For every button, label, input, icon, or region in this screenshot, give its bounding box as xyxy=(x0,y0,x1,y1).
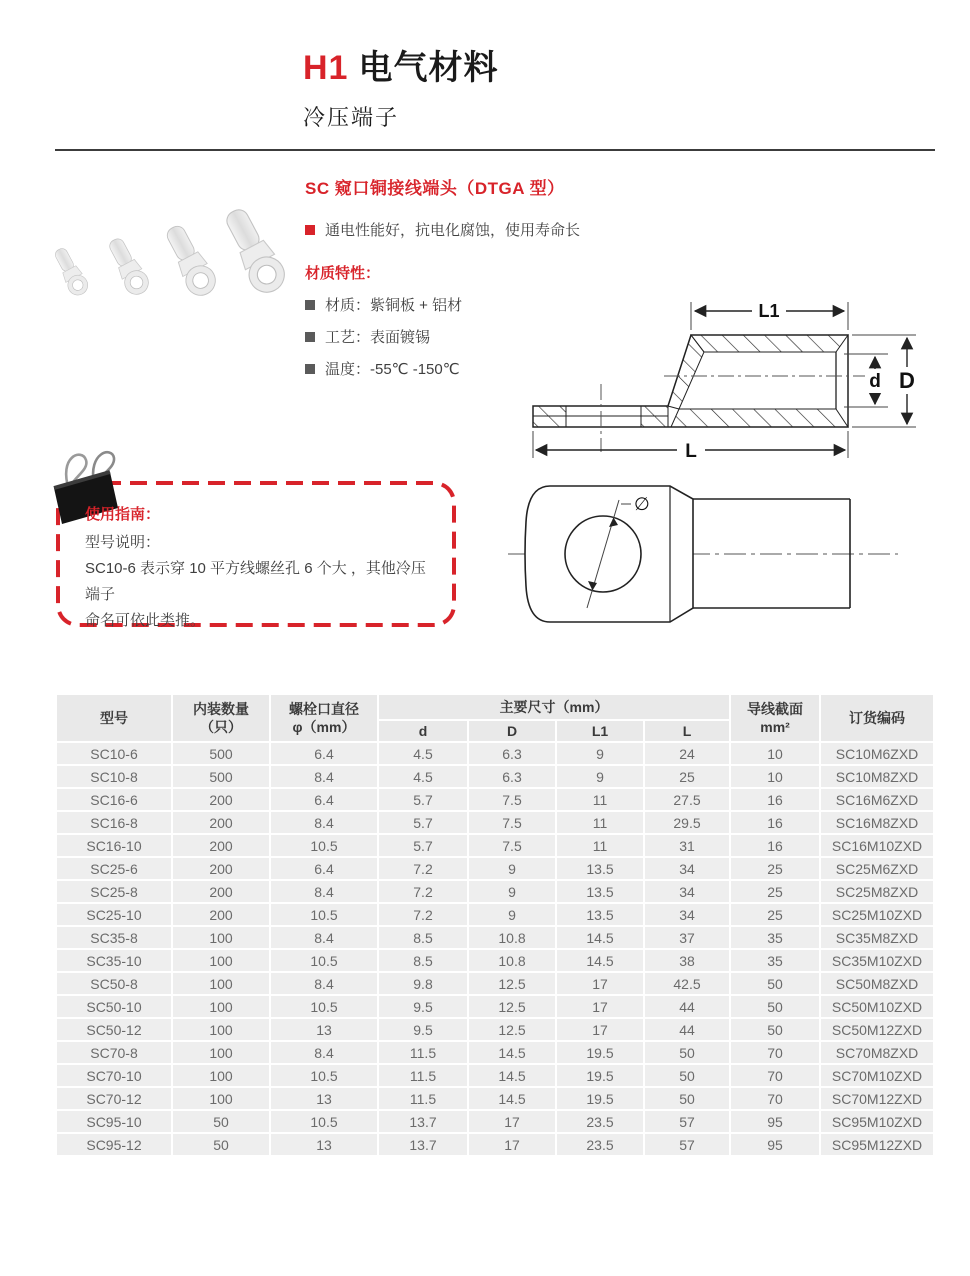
table-cell: 17 xyxy=(469,1134,555,1155)
model-explanation-line2: 命名可依此类推。 xyxy=(85,612,206,629)
table-cell: 4.5 xyxy=(379,766,467,787)
table-cell: SC16-10 xyxy=(57,835,171,856)
table-cell: 11.5 xyxy=(379,1065,467,1086)
table-cell: 200 xyxy=(173,904,269,925)
table-cell: 100 xyxy=(173,927,269,948)
table-row xyxy=(57,1042,933,1063)
table-cell: 25 xyxy=(731,858,819,879)
table-cell: 70 xyxy=(731,1088,819,1109)
table-row xyxy=(57,743,933,764)
col-header-bolt-dia: 螺栓口直径 φ（mm） xyxy=(271,695,377,741)
table-cell: SC50-8 xyxy=(57,973,171,994)
table-cell: 9.5 xyxy=(379,996,467,1017)
table-cell: 34 xyxy=(645,904,729,925)
table-cell: 5.7 xyxy=(379,835,467,856)
table-cell: SC16M10ZXD xyxy=(821,835,933,856)
category-code: H1 xyxy=(303,49,349,87)
table-cell: 10 xyxy=(731,766,819,787)
table-cell: 200 xyxy=(173,812,269,833)
table-cell: 57 xyxy=(645,1134,729,1155)
table-row xyxy=(57,927,933,948)
gray-square-bullet-icon xyxy=(305,300,315,310)
table-cell: 10.5 xyxy=(271,1065,377,1086)
table-row xyxy=(57,1111,933,1132)
category-title: 电气材料 xyxy=(358,49,499,87)
table-cell: 100 xyxy=(173,996,269,1017)
table-cell: 6.3 xyxy=(469,766,555,787)
table-row xyxy=(57,835,933,856)
product-photo xyxy=(32,182,290,310)
table-cell: 27.5 xyxy=(645,789,729,810)
table-cell: SC35-8 xyxy=(57,927,171,948)
table-cell: 7.5 xyxy=(469,789,555,810)
table-cell: 13 xyxy=(271,1019,377,1040)
table-row xyxy=(57,858,933,879)
table-cell: 9.5 xyxy=(379,1019,467,1040)
table-cell: 200 xyxy=(173,789,269,810)
terminal-large-icon xyxy=(160,221,221,301)
table-cell: SC50-12 xyxy=(57,1019,171,1040)
table-cell: 16 xyxy=(731,812,819,833)
table-cell: 11 xyxy=(557,789,643,810)
table-cell: 50 xyxy=(645,1088,729,1109)
col-header-order-code: 订货编码 xyxy=(821,695,933,741)
terminal-small-icon xyxy=(50,245,91,299)
table-cell: SC25M10ZXD xyxy=(821,904,933,925)
table-cell: 14.5 xyxy=(557,927,643,948)
table-cell: 100 xyxy=(173,1042,269,1063)
table-cell: 7.5 xyxy=(469,812,555,833)
table-cell: SC16-6 xyxy=(57,789,171,810)
table-cell: 17 xyxy=(557,1019,643,1040)
table-cell: SC35M8ZXD xyxy=(821,927,933,948)
spec-table xyxy=(55,693,935,1157)
table-row xyxy=(57,1065,933,1086)
table-cell: 8.4 xyxy=(271,927,377,948)
table-cell: 34 xyxy=(645,881,729,902)
dim-label-L: L xyxy=(685,441,697,462)
table-cell: SC10-8 xyxy=(57,766,171,787)
table-cell: 200 xyxy=(173,881,269,902)
table-cell: SC50M10ZXD xyxy=(821,996,933,1017)
table-cell: 100 xyxy=(173,1019,269,1040)
table-row xyxy=(57,1019,933,1040)
table-cell: 10.5 xyxy=(271,835,377,856)
table-cell: 10.8 xyxy=(469,927,555,948)
table-cell: SC50-10 xyxy=(57,996,171,1017)
table-cell: 10.5 xyxy=(271,1111,377,1132)
table-cell: 44 xyxy=(645,996,729,1017)
model-explanation-heading: 型号说明： xyxy=(85,534,161,551)
table-cell: 7.2 xyxy=(379,881,467,902)
table-cell: SC70-12 xyxy=(57,1088,171,1109)
table-cell: 100 xyxy=(173,950,269,971)
table-cell: 6.4 xyxy=(271,858,377,879)
table-cell: SC70-10 xyxy=(57,1065,171,1086)
table-cell: SC95-10 xyxy=(57,1111,171,1132)
table-cell: 95 xyxy=(731,1111,819,1132)
side-section-diagram xyxy=(526,288,938,468)
table-cell: SC25M8ZXD xyxy=(821,881,933,902)
table-cell: 19.5 xyxy=(557,1042,643,1063)
col-header-model: 型号 xyxy=(57,695,171,741)
page-subtitle: 冷压端子 xyxy=(303,105,400,130)
usage-guide-content xyxy=(85,502,435,634)
table-cell: SC10M6ZXD xyxy=(821,743,933,764)
table-cell: 19.5 xyxy=(557,1065,643,1086)
table-cell: 9.8 xyxy=(379,973,467,994)
table-cell: 50 xyxy=(173,1111,269,1132)
table-cell: 70 xyxy=(731,1042,819,1063)
table-cell: SC70-8 xyxy=(57,1042,171,1063)
table-cell: 10.5 xyxy=(271,996,377,1017)
table-cell: SC95M12ZXD xyxy=(821,1134,933,1155)
table-row xyxy=(57,812,933,833)
table-cell: 29.5 xyxy=(645,812,729,833)
table-cell: 6.3 xyxy=(469,743,555,764)
table-cell: SC95M10ZXD xyxy=(821,1111,933,1132)
table-row xyxy=(57,973,933,994)
table-cell: 17 xyxy=(557,996,643,1017)
feature-text: 通电性能好，抗电化腐蚀，使用寿命长 xyxy=(325,222,581,239)
table-cell: SC50M8ZXD xyxy=(821,973,933,994)
dim-label-phi: ∅ xyxy=(634,494,650,514)
table-cell: 35 xyxy=(731,950,819,971)
table-cell: SC35M10ZXD xyxy=(821,950,933,971)
col-header-main-dims: 主要尺寸（mm） xyxy=(379,695,729,719)
table-cell: 13.7 xyxy=(379,1111,467,1132)
table-cell: 500 xyxy=(173,766,269,787)
table-cell: 14.5 xyxy=(469,1088,555,1109)
spec-text: 工艺：表面镀锡 xyxy=(325,329,431,346)
table-cell: SC25M6ZXD xyxy=(821,858,933,879)
table-cell: SC95-12 xyxy=(57,1134,171,1155)
product-name: SC 窥口铜接线端头（DTGA 型） xyxy=(305,179,565,198)
spec-text: 温度：-55℃ -150℃ xyxy=(325,361,460,378)
dim-label-D: D xyxy=(899,368,915,393)
table-cell: 42.5 xyxy=(645,973,729,994)
table-cell: 50 xyxy=(645,1042,729,1063)
terminal-medium-icon xyxy=(103,234,152,298)
table-cell: 50 xyxy=(173,1134,269,1155)
table-cell: 8.4 xyxy=(271,881,377,902)
table-cell: SC16-8 xyxy=(57,812,171,833)
red-square-bullet-icon xyxy=(305,225,315,235)
table-cell: 44 xyxy=(645,1019,729,1040)
table-cell: 5.7 xyxy=(379,789,467,810)
usage-guide-heading: 使用指南： xyxy=(85,506,161,523)
table-cell: 11.5 xyxy=(379,1042,467,1063)
table-cell: 23.5 xyxy=(557,1111,643,1132)
table-row xyxy=(57,881,933,902)
col-header-L1: L1 xyxy=(557,721,643,741)
table-cell: 95 xyxy=(731,1134,819,1155)
table-cell: SC70M10ZXD xyxy=(821,1065,933,1086)
col-header-cross-section: 导线截面 mm² xyxy=(731,695,819,741)
table-row xyxy=(57,766,933,787)
table-cell: 10 xyxy=(731,743,819,764)
col-header-L: L xyxy=(645,721,729,741)
table-cell: 100 xyxy=(173,1088,269,1109)
table-cell: 11 xyxy=(557,835,643,856)
table-cell: 7.5 xyxy=(469,835,555,856)
table-cell: 13 xyxy=(271,1134,377,1155)
table-cell: 10.8 xyxy=(469,950,555,971)
table-cell: SC25-8 xyxy=(57,881,171,902)
table-cell: 23.5 xyxy=(557,1134,643,1155)
table-cell: 11.5 xyxy=(379,1088,467,1109)
table-cell: 9 xyxy=(557,743,643,764)
table-cell: 16 xyxy=(731,789,819,810)
page-header xyxy=(303,40,498,132)
table-cell: SC25-6 xyxy=(57,858,171,879)
table-cell: 9 xyxy=(469,881,555,902)
table-cell: 200 xyxy=(173,835,269,856)
table-cell: 10.5 xyxy=(271,904,377,925)
table-cell: 50 xyxy=(731,996,819,1017)
table-cell: SC35-10 xyxy=(57,950,171,971)
table-cell: 8.4 xyxy=(271,1042,377,1063)
table-cell: 13.5 xyxy=(557,858,643,879)
table-row xyxy=(57,1088,933,1109)
gray-square-bullet-icon xyxy=(305,332,315,342)
dim-label-l1: L1 xyxy=(758,301,780,321)
table-cell: 9 xyxy=(557,766,643,787)
table-cell: 57 xyxy=(645,1111,729,1132)
material-heading: 材质特性： xyxy=(305,265,381,282)
table-cell: SC16M6ZXD xyxy=(821,789,933,810)
table-cell: 70 xyxy=(731,1065,819,1086)
dim-label-d: d xyxy=(869,371,881,392)
table-row xyxy=(57,996,933,1017)
header-divider xyxy=(55,149,935,151)
col-header-d: d xyxy=(379,721,467,741)
table-cell: 14.5 xyxy=(469,1042,555,1063)
page-title xyxy=(303,40,498,89)
table-cell: 38 xyxy=(645,950,729,971)
table-cell: 37 xyxy=(645,927,729,948)
feature-row xyxy=(305,219,725,240)
terminal-xlarge-icon xyxy=(218,203,290,298)
table-cell: 8.4 xyxy=(271,766,377,787)
table-row xyxy=(57,904,933,925)
table-cell: 12.5 xyxy=(469,996,555,1017)
table-cell: 13.7 xyxy=(379,1134,467,1155)
table-cell: 7.2 xyxy=(379,904,467,925)
table-cell: 6.4 xyxy=(271,743,377,764)
table-cell: 9 xyxy=(469,858,555,879)
table-cell: 7.2 xyxy=(379,858,467,879)
table-cell: 500 xyxy=(173,743,269,764)
table-cell: 25 xyxy=(731,904,819,925)
table-cell: SC50M12ZXD xyxy=(821,1019,933,1040)
spec-table-body xyxy=(57,743,933,1155)
table-cell: 12.5 xyxy=(469,973,555,994)
table-cell: 200 xyxy=(173,858,269,879)
table-cell: 31 xyxy=(645,835,729,856)
model-explanation-line1: SC10-6 表示穿 10 平方线螺丝孔 6 个大 ，其他冷压端子 xyxy=(85,560,426,603)
table-cell: 9 xyxy=(469,904,555,925)
spec-text: 材质：紫铜板 + 铝材 xyxy=(325,297,463,314)
table-cell: 34 xyxy=(645,858,729,879)
col-header-D: D xyxy=(469,721,555,741)
table-cell: 50 xyxy=(731,973,819,994)
table-cell: 50 xyxy=(645,1065,729,1086)
table-cell: 8.4 xyxy=(271,973,377,994)
table-cell: 14.5 xyxy=(557,950,643,971)
table-cell: 13.5 xyxy=(557,904,643,925)
usage-guide-box xyxy=(55,480,457,628)
table-cell: 19.5 xyxy=(557,1088,643,1109)
table-cell: SC16M8ZXD xyxy=(821,812,933,833)
table-row xyxy=(57,1134,933,1155)
table-cell: 6.4 xyxy=(271,789,377,810)
table-cell: SC70M8ZXD xyxy=(821,1042,933,1063)
table-cell: 4.5 xyxy=(379,743,467,764)
table-cell: 11 xyxy=(557,812,643,833)
table-cell: SC10-6 xyxy=(57,743,171,764)
table-cell: 10.5 xyxy=(271,950,377,971)
table-cell: 100 xyxy=(173,973,269,994)
top-view-diagram xyxy=(500,474,910,636)
table-cell: 5.7 xyxy=(379,812,467,833)
table-cell: 16 xyxy=(731,835,819,856)
table-row xyxy=(57,950,933,971)
table-cell: 24 xyxy=(645,743,729,764)
table-cell: 13.5 xyxy=(557,881,643,902)
table-cell: 35 xyxy=(731,927,819,948)
table-cell: 50 xyxy=(731,1019,819,1040)
table-cell: 8.4 xyxy=(271,812,377,833)
table-cell: SC10M8ZXD xyxy=(821,766,933,787)
table-cell: 14.5 xyxy=(469,1065,555,1086)
table-cell: 25 xyxy=(645,766,729,787)
table-cell: 12.5 xyxy=(469,1019,555,1040)
table-cell: 25 xyxy=(731,881,819,902)
table-cell: 17 xyxy=(469,1111,555,1132)
table-cell: 100 xyxy=(173,1065,269,1086)
table-cell: 13 xyxy=(271,1088,377,1109)
table-cell: 8.5 xyxy=(379,950,467,971)
table-row xyxy=(57,789,933,810)
table-cell: 17 xyxy=(557,973,643,994)
col-header-qty: 内装数量 （只） xyxy=(173,695,269,741)
gray-square-bullet-icon xyxy=(305,364,315,374)
table-cell: 8.5 xyxy=(379,927,467,948)
table-cell: SC70M12ZXD xyxy=(821,1088,933,1109)
table-cell: SC25-10 xyxy=(57,904,171,925)
